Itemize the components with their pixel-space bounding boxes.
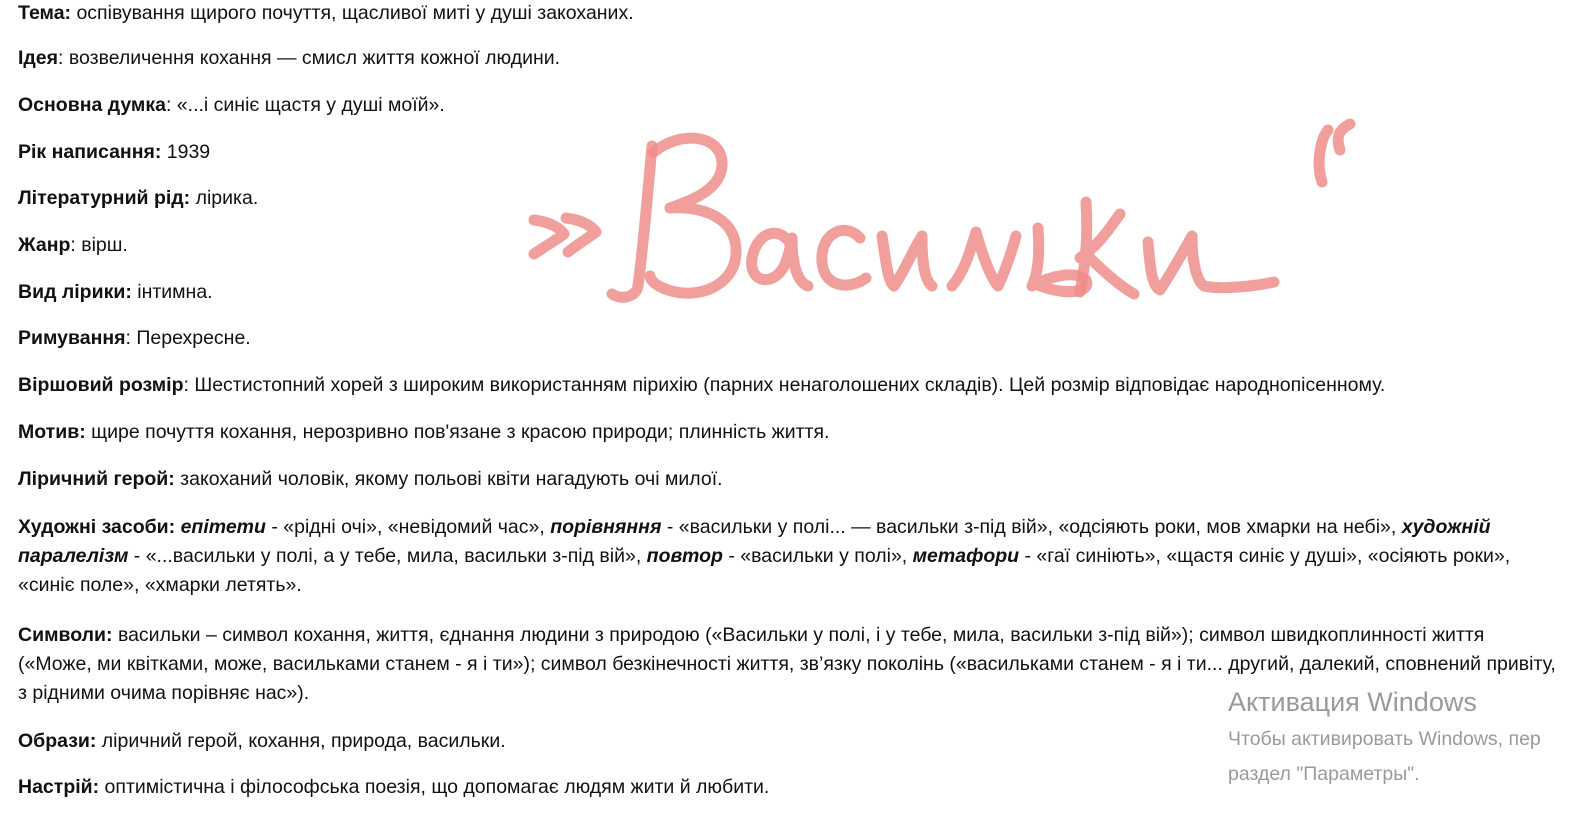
lyric-type-label: Вид лірики: [18,281,132,303]
epithets-label: епітети [180,516,266,538]
mood-label: Настрій: [18,776,100,798]
symbols-value: васильки – символ кохання, життя, єднання людини з природою («Васильки у полі, і у тебе, мила, васильки з-під вій»); символ швидкоплинності життя («Може, ми квітками, може, васильками станем - я і ти»); символ безкінечності життя, зв’язку поколінь («васильками станем - я і ти... другий, далекий, сповнений привіту, з рідними очима порівняє нас»). [18,624,1556,704]
mood-value: оптимістична і філософська поезія, що допомагає людям жити й любити. [99,776,770,798]
parallelism-value: - «...васильки у полі, а у тебе, мила, васильки з-під вій», [128,545,647,567]
images-label: Образи: [18,730,97,752]
comparison-value: - «васильки у полі... — васильки з-під вій», «одсіяють роки, мов хмарки на небі», [661,516,1402,538]
images-value: ліричний герой, кохання, природа, васильки. [96,730,506,752]
theme-value: оспівування щирого почуття, щасливої миті у душі закоханих. [71,2,634,24]
images-row [18,727,506,756]
meter-value: : Шестистопний хорей з широким використанням пірихію (парних ненаголошених складів). Цей розмір відповідає народнопісенному. [183,374,1386,396]
activation-title: Активация Windows [1228,687,1477,717]
idea-row [18,44,560,73]
main-thought-label: Основна думка [18,94,166,116]
genre-row [18,231,128,260]
letter-a-1 [752,233,808,286]
lyric-type-value: інтимна. [131,281,213,303]
meter-row [18,371,1385,400]
lyrical-hero-label: Ліричний герой: [18,468,175,490]
windows-activation-watermark [1228,684,1541,790]
repetition-value: - «васильки у полі», [722,545,913,567]
motif-value: щире почуття кохання, нерозривно пов'язане з красою природи; плинність життя. [85,421,830,443]
idea-value: : возвеличення кохання — смисл життя кожної людини. [58,47,561,69]
close-quote-mark [1319,124,1350,182]
repetition-label: повтор [646,545,723,567]
open-quote-mark [534,218,596,254]
letter-i-2 [1148,236,1274,290]
motif-row [18,418,829,447]
year-value: 1939 [161,141,211,163]
mood-row [18,773,769,802]
genre-value: : вірш. [70,234,128,256]
artistic-devices-label: Художні засоби: [18,516,176,538]
literary-kind-label: Літературний рід: [18,187,191,209]
rhyme-value: : Перехресне. [125,327,251,349]
lyrical-hero-value: закоханий чоловік, якому польові квіти нагадують очі милої. [174,468,723,490]
main-thought-value: : «...і синіє щастя у душі моїй». [165,94,445,116]
letter-i-1 [882,236,932,286]
metaphors-value: - «гаї синіють», «щастя синіє у душі», «осіяють роки», «синіє поле», «хмарки летять». [18,545,1511,596]
lyrical-hero-row [18,465,723,494]
year-label: Рік написання: [18,141,162,163]
main-thought-row [18,91,445,120]
literary-kind-value: лірика. [190,187,259,209]
comparison-label: порівняння [550,516,662,538]
meter-label: Віршовий розмір [18,374,184,396]
epithets-value: - «рідні очі», «невідомий час», [265,516,551,538]
parallelism-label: художній паралелізм [18,516,1491,567]
genre-label: Жанр [18,234,71,256]
year-row [18,138,210,167]
motif-label: Мотив: [18,421,86,443]
idea-label: Ідея [18,47,59,69]
theme-label: Тема: [18,2,72,24]
theme-row [18,0,634,28]
artistic-devices-row [18,513,1563,600]
rhyme-label: Римування [18,327,126,349]
letter-v-bowls [650,138,736,293]
metaphors-label: метафори [912,545,1020,567]
letter-l [952,232,1016,286]
activation-line-1: Чтобы активировать Windows, пер [1228,728,1541,750]
rhyme-row [18,324,251,353]
symbols-label: Символи: [18,624,113,646]
literary-kind-row [18,184,258,213]
handwritten-title [520,110,1380,330]
activation-line-2: раздел "Параметры". [1228,763,1420,785]
lyric-type-row [18,278,213,307]
letter-s [822,230,866,285]
